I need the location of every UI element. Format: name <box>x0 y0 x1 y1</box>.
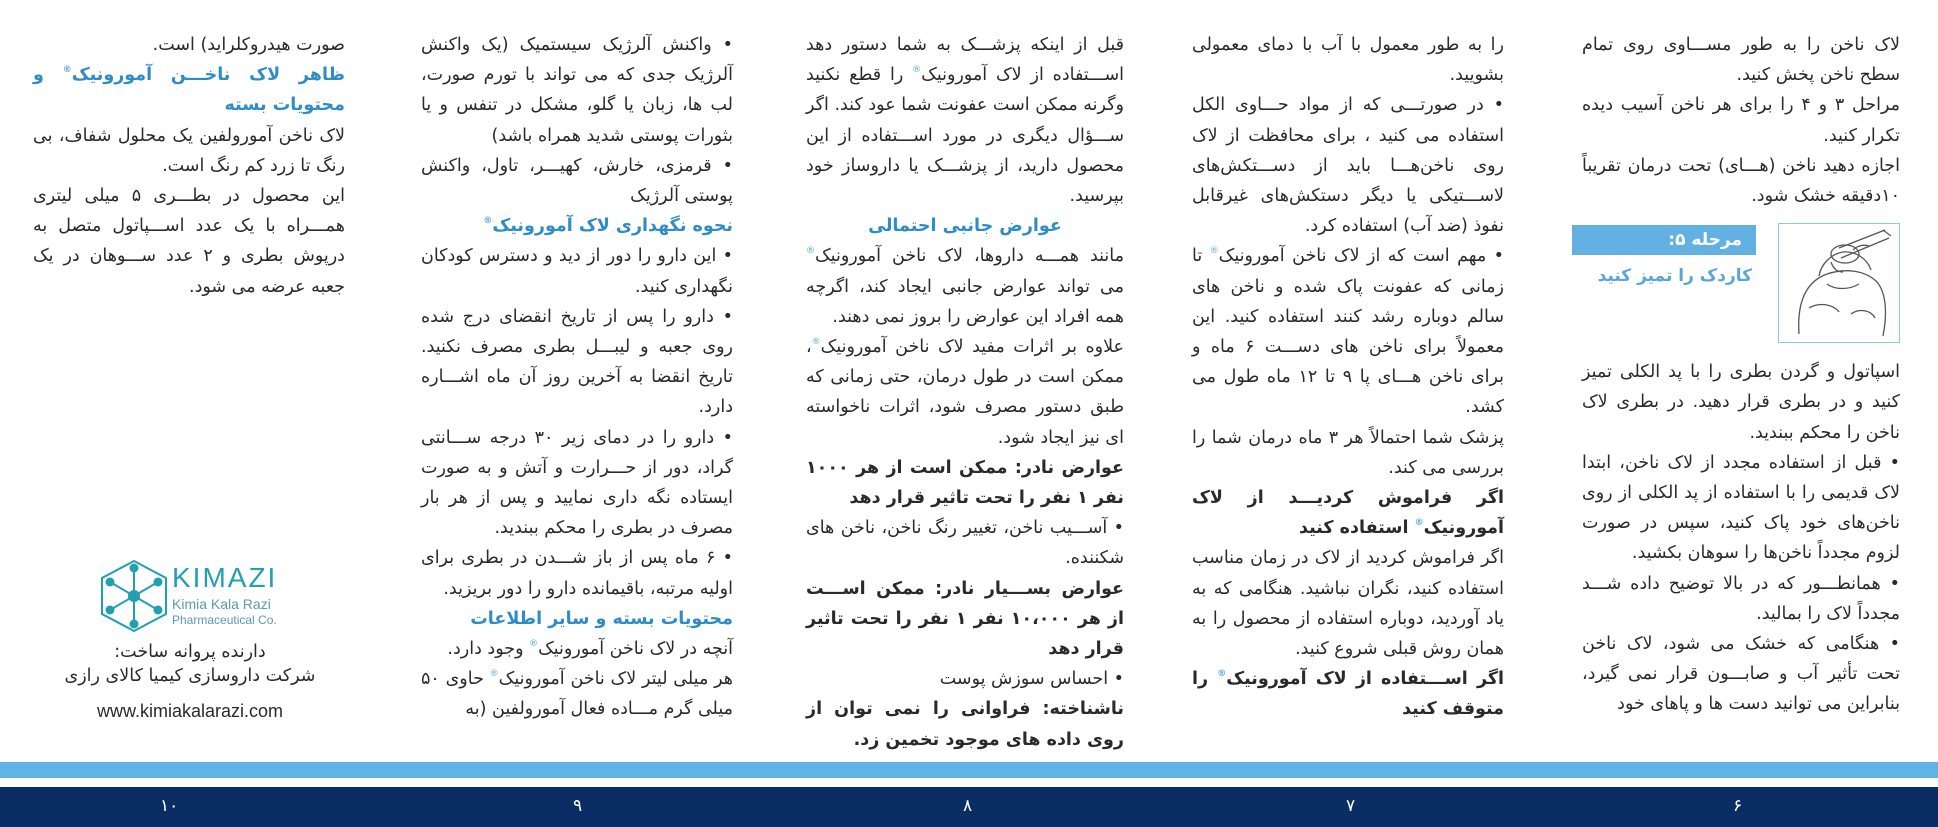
paragraph: اگر فراموش کردید از لاک در زمان مناسب استفاده کنید، نگران نباشید. هنگامی که به یاد آوردید، دوباره استفاده از محصول را به همان روش قبلی شروع کنید. <box>1192 548 1504 660</box>
hand-bottle-icon <box>1779 224 1899 342</box>
subheading <box>1192 664 1504 724</box>
paragraph: لاک ناخن آمورولفین یک محلول شفاف، بی رنگ تا زرد کم رنگ است. <box>33 125 345 176</box>
text-part: را متوقف کنید <box>1192 669 1504 720</box>
section-heading: عوارض جانبی احتمالی <box>868 216 1062 237</box>
subheading <box>1192 483 1504 543</box>
bullet-item: • در صورتـــی که از مواد حـــاوی الکل استفاده می کنید ، برای محافظت از لاک روی ناخن‌هـــا باید از دســـتکش‌های لاســـتیکی یا دیگر دستکش‌های غیرقابل نفوذ (ضد آب) استفاده کرد. <box>1192 90 1504 241</box>
bullet-item: • هنگامی که خشک می شود، لاک ناخن تحت تأثیر آب و صابـــون قرار نمی گیرد، بنابراین می توانید دست ها و پاهای خود <box>1582 629 1900 720</box>
bullet-item: • دارو را پس از تاریخ انقضای درج شده روی جعبه و لیبـــل بطری مصرف نکنید. تاریخ انقضا به آخرین روز آن ماه اشـــاره دارد. <box>421 302 733 423</box>
registered-mark: ® <box>529 639 539 650</box>
text-part: تا زمانی که عفونت پاک شده و ناخن های سالم دوباره رشد کنند استفاده کنید. این معمولاً برای ناخن های دســـت ۶ ماه و برای ناخن هـــای پا ۹ تا ۱۲ ماه طول می کشد. <box>1192 246 1504 418</box>
section-heading <box>33 60 345 120</box>
subheading: عوارض بســـیار نادر: ممکن اســـت از هر ۱۰،۰۰۰ نفر ۱ نفر را تحت تاثیر قرار دهد <box>806 578 1125 660</box>
bullet-item: • احساس سوزش پوست <box>806 664 1124 694</box>
section-heading: محتویات بسته و سایر اطلاعات <box>470 608 733 629</box>
text-part: و محتویات بسته <box>33 65 345 116</box>
registered-mark: ® <box>489 669 499 680</box>
step-label: مرحله ۵: <box>1572 225 1756 255</box>
bullet-item <box>1192 241 1504 422</box>
text-part: اگر اســـتفاده از لاک آمورونیک <box>1226 669 1505 690</box>
bullet-item: • دارو را در دمای زیر ۳۰ درجه ســـانتی گراد، دور از حـــرارت و آتش و به صورت ایستاده نگه داری نمایید و پس از هر بار مصرف در بطری را محکم ببندید. <box>421 423 733 544</box>
logo-subtitle: Kimia Kala Razi <box>172 596 271 612</box>
paragraph: لاک ناخن را به طور مســـاوی روی تمام سطح ناخن پخش کنید. <box>1582 35 1900 86</box>
registered-mark: ® <box>1209 246 1219 257</box>
registered-mark: ® <box>62 65 72 76</box>
bullet-item: • ۶ ماه پس از باز شـــدن در بطری برای اولیه مرتبه، باقیمانده دارو را دور بریزید. <box>421 543 733 603</box>
text-part: علاوه بر اثرات مفید لاک ناخن آمورونیک <box>820 337 1124 358</box>
text-part: را قطع نکنید وگرنه ممکن است عفونت شما عود کند. اگر ســـؤال دیگری در مورد اســـتفاده از این محصول دارید، از پزشـــک یا داروساز خود بپرسید. <box>806 65 1124 207</box>
bullet-item: • همانطـــور که در بالا توضیح داده شـــد مجدداً لاک را بمالید. <box>1582 569 1900 629</box>
subheading: ناشناخته: فراوانی را نمی توان از روی داده های موجود تخمین زد. <box>806 699 1124 750</box>
registered-mark: ® <box>1414 518 1424 529</box>
text-part: وجود دارد. <box>447 639 530 660</box>
bullet-item: • قرمزی، خارش، کهیـــر، تاول، واکنش پوستی آلرژیک <box>421 151 733 211</box>
bullet-item: • قبل از استفاده مجدد از لاک ناخن، ابتدا لاک قدیمی را با استفاده از پد الکلی از روی ناخن‌های خود پاک کنید، سپس در صورت لزوم مجدداً ناخن‌ها را سوهان بکشید. <box>1582 448 1900 569</box>
manufacturer-label: دارنده پروانه ساخت: <box>114 642 266 662</box>
website-link[interactable]: www.kimiakalarazi.com <box>96 701 284 721</box>
text-part: مهم است که از لاک ناخن آمورونیک <box>1218 246 1487 267</box>
text-part: نحوه نگهداری لاک آمورونیک <box>492 216 733 237</box>
paragraph: مراحل ۳ و ۴ را برای هر ناخن آسیب دیده تکرار کنید. <box>1582 95 1901 146</box>
page-number: ۶ <box>1733 796 1743 816</box>
column-page-10 <box>33 30 345 302</box>
registered-mark: ® <box>811 337 821 348</box>
manufacturer-name: شرکت داروسازی کیمیا کالای رازی <box>64 666 316 686</box>
step-5-block <box>1582 223 1900 343</box>
illustration-cleaning-spatula <box>1778 223 1900 343</box>
text-part: هر میلی لیتر لاک ناخن آمورونیک <box>498 669 733 690</box>
page-number: ۱۰ <box>160 796 179 816</box>
text-part: حاوی ۵۰ میلی گرم مـــاده فعال آمورولفین (به <box>421 669 733 720</box>
paragraph: صورت هیدروکلراید) است. <box>152 35 345 55</box>
bullet-item: • آســـیب ناخن، تغییر رنگ ناخن، ناخن های شکننده. <box>806 513 1124 573</box>
column-page-7 <box>1192 30 1504 725</box>
step-title: کاردک را تمیز کنید <box>1597 266 1752 287</box>
text-part: می تواند عوارض جانبی ایجاد کند، اگرچه همه افراد این عوارض را بروز نمی دهند. <box>806 276 1124 327</box>
logo-title: KIMAZI <box>172 562 278 593</box>
page-number: ۹ <box>573 796 583 816</box>
paragraph: اسپاتول و گردن بطری را با پد الکلی تمیز کنید و در بطری قرار دهید. در بطری لاک ناخن را محکم ببندید. <box>1582 362 1900 443</box>
paragraph: این محصول در بطـــری ۵ میلی لیتری همـــراه با یک عدد اســـپاتول متصل به درپوش بطری و ۲ عدد ســـوهان در یک جعبه عرضه می شود. <box>33 186 345 297</box>
registered-mark: ® <box>912 65 922 76</box>
text-part: ظاهر لاک ناخـــن آمورونیک <box>71 65 345 86</box>
subheading: عوارض نادر: ممکن است از هر ۱۰۰۰ نفر ۱ نفر را تحت تاثیر قرار دهد <box>806 457 1124 509</box>
column-page-9 <box>421 30 733 725</box>
footer-band-light <box>0 762 1938 778</box>
registered-mark: ® <box>1217 669 1227 680</box>
logo-subtitle: Pharmaceutical Co. <box>172 613 277 627</box>
paragraph <box>806 241 1124 332</box>
column-page-8 <box>806 30 1124 755</box>
paragraph <box>806 332 1124 453</box>
bullet-item: • واکنش آلرژیک سیستمیک (یک واکنش آلرژیک جدی که می تواند با تورم صورت، لب ها، زبان یا گلو، مشکل در تنفس و یا بثورات پوستی شدید همراه باشد) <box>421 30 733 151</box>
page-number: ۸ <box>963 796 973 816</box>
text-part: استفاده کنید <box>1299 518 1415 539</box>
page-number: ۷ <box>1346 796 1356 816</box>
registered-mark: ® <box>483 216 493 227</box>
text-part: قبل از اینکه پزشـــک به شما دستور دهد اســـتفاده از لاک آمورونیک <box>806 35 1124 86</box>
paragraph: اجازه دهید ناخن (هـــای) تحت درمان تقریباً ۱۰دقیقه خشک شود. <box>1582 155 1900 207</box>
paragraph: را به طور معمول با آب با دمای معمولی بشویید. <box>1192 35 1504 86</box>
text-part: ، ممکن است در طول درمان، حتی زمانی که طبق دستور مصرف شود، اثرات ناخواسته ای نیز ایجاد شود. <box>806 337 1124 448</box>
column-page-6 <box>1582 30 1900 720</box>
paragraph: پزشک شما احتمالاً هر ۳ ماه درمان شما را بررسی می کند. <box>1192 427 1504 478</box>
paragraph <box>806 30 1124 211</box>
paragraph <box>421 634 733 664</box>
text-part: آنچه در لاک ناخن آمورونیک <box>538 639 733 660</box>
registered-mark: ® <box>806 246 815 257</box>
text-part: اگر فراموش کردیـــد از لاک آمورونیک <box>1192 488 1504 539</box>
bullet-item: • این دارو را دور از دید و دسترس کودکان نگهداری کنید. <box>421 241 733 301</box>
section-heading <box>421 211 733 241</box>
text-part: مانند همـــه داروها، لاک ناخن آمورونیک <box>815 246 1124 267</box>
paragraph <box>421 664 733 724</box>
